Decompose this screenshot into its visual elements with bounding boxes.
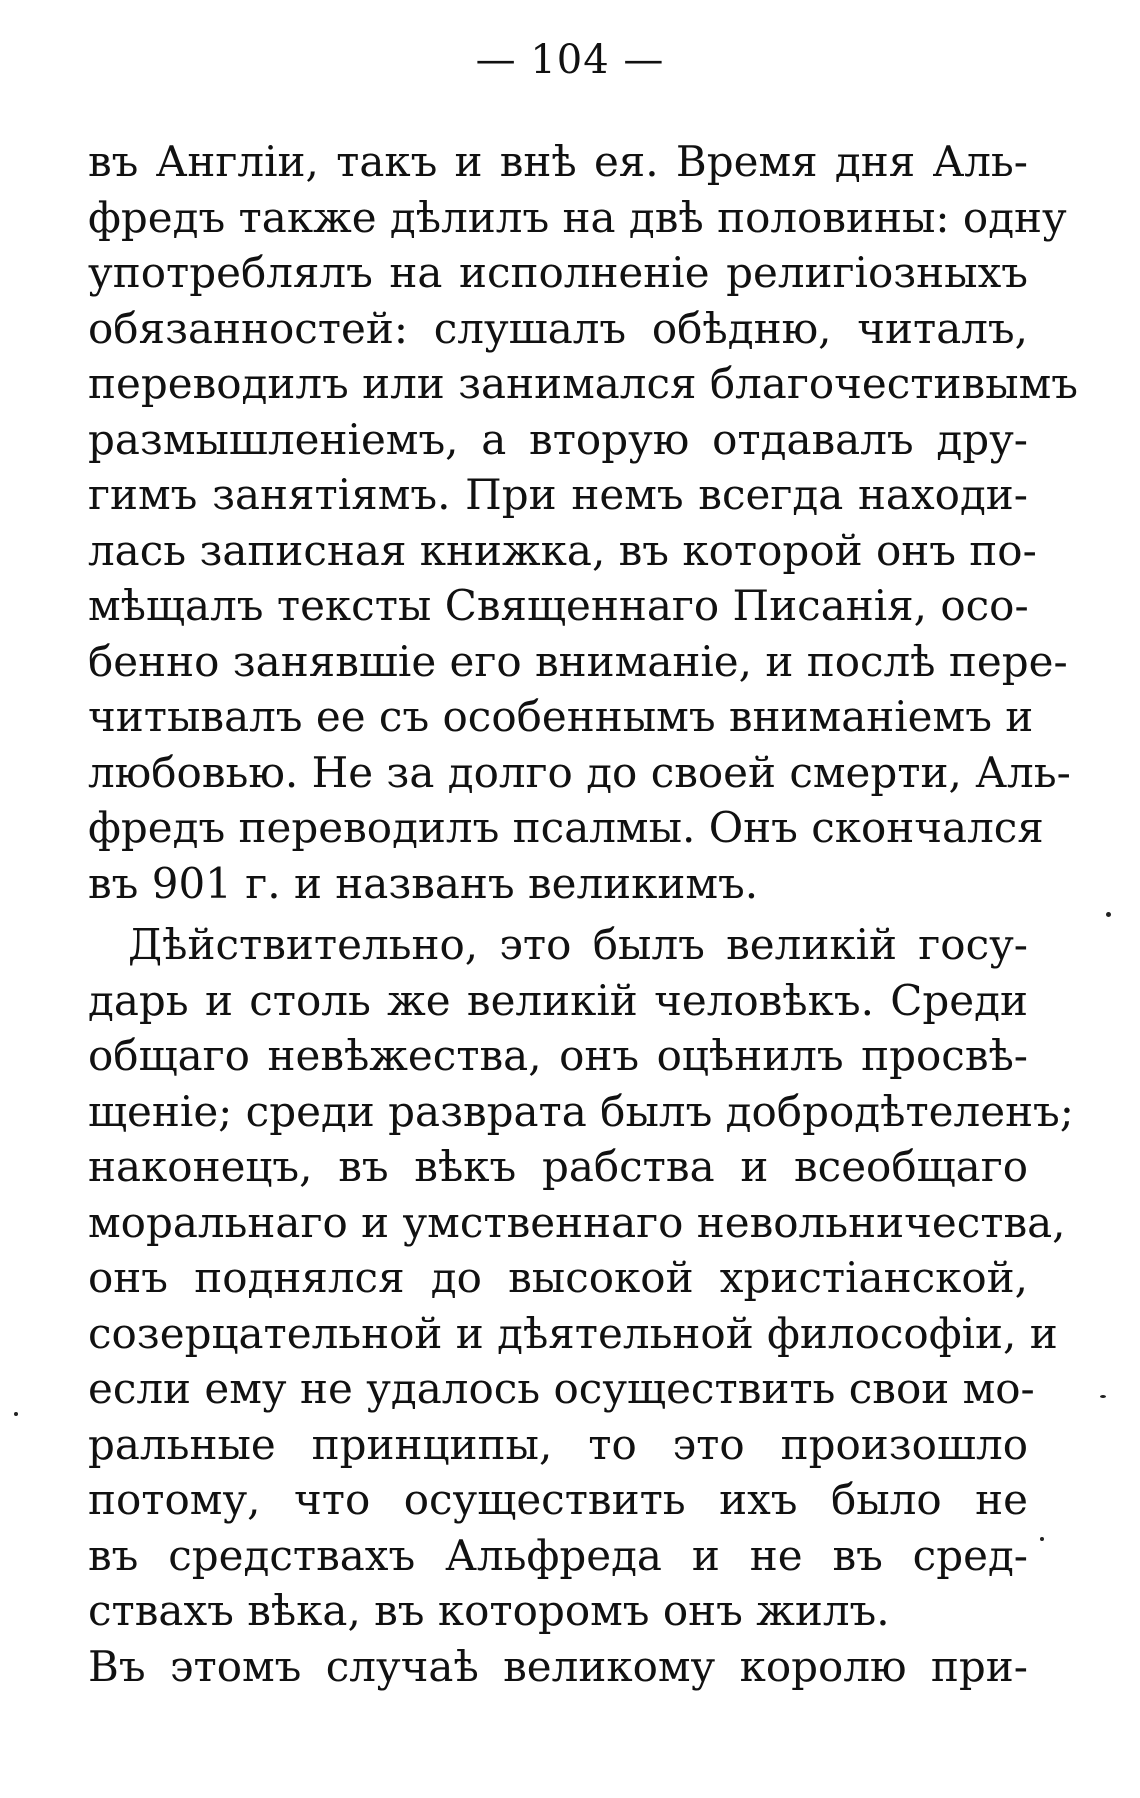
text-line: фредъ переводилъ псалмы. Онъ скончался bbox=[88, 803, 1044, 852]
text-line: гимъ занятіямъ. При немъ всегда находи- bbox=[88, 470, 1028, 519]
paragraph-1 bbox=[88, 134, 1078, 911]
text-line: ствахъ вѣка, въ которомъ онъ жилъ. bbox=[88, 1586, 890, 1635]
text-line: въ Англіи, такъ и внѣ ея. Время дня Аль- bbox=[88, 137, 1028, 186]
text-line: онъ поднялся до высокой христіанской, bbox=[88, 1253, 1028, 1302]
scan-speck bbox=[1040, 1537, 1044, 1541]
text-line: моральнаго и умственнаго невольничества, bbox=[88, 1197, 1066, 1247]
text-line: наконецъ, въ вѣкъ рабства и всеобщаго bbox=[88, 1142, 1028, 1191]
body-text bbox=[88, 134, 1078, 1694]
page-number: — 104 — bbox=[475, 37, 665, 83]
paragraph-2 bbox=[88, 917, 1074, 1694]
text-line: дарь и столь же великій человѣкъ. Среди bbox=[88, 975, 1028, 1025]
text-line: бенно занявшіе его вниманіе, и послѣ пере- bbox=[88, 636, 1068, 686]
scan-speck bbox=[1106, 912, 1111, 917]
text-line: переводилъ или занимался благочестивымъ bbox=[88, 359, 1078, 408]
text-line: щеніе; среди разврата былъ добродѣтеленъ; bbox=[88, 1086, 1074, 1136]
scan-speck bbox=[14, 1412, 18, 1416]
text-line: въ средствахъ Альфреда и не въ сред- bbox=[88, 1530, 1028, 1580]
text-line: ральные принципы, то это произошло bbox=[88, 1419, 1028, 1469]
text-line: употреблялъ на исполненіе религіозныхъ bbox=[88, 248, 1028, 297]
text-line: Дѣйствительно, это былъ великій госу- bbox=[128, 920, 1028, 969]
text-line: читывалъ ее съ особеннымъ вниманіемъ и bbox=[88, 692, 1034, 741]
text-line: общаго невѣжества, онъ оцѣнилъ просвѣ- bbox=[88, 1031, 1028, 1080]
text-line: мѣщалъ тексты Священнаго Писанія, осо- bbox=[88, 581, 1029, 630]
text-line: созерцательной и дѣятельной философіи, и bbox=[88, 1308, 1058, 1358]
text-line: лась записная книжка, въ которой онъ по- bbox=[88, 525, 1037, 575]
text-line: потому, что осуществить ихъ было не bbox=[88, 1475, 1028, 1524]
text-line: размышленіемъ, а вторую отдавалъ дру- bbox=[88, 414, 1028, 464]
text-line: Въ этомъ случаѣ великому королю при- bbox=[88, 1641, 1028, 1691]
text-line: фредъ также дѣлилъ на двѣ половины: одну bbox=[88, 192, 1067, 242]
text-line: если ему не удалось осуществить свои мо- bbox=[88, 1364, 1035, 1413]
text-line: любовью. Не за долго до своей смерти, Аль- bbox=[88, 747, 1071, 797]
scan-speck bbox=[1100, 1395, 1106, 1398]
text-line: обязанностей: слушалъ обѣдню, читалъ, bbox=[88, 303, 1028, 353]
text-line: въ 901 г. и названъ великимъ. bbox=[88, 858, 759, 908]
